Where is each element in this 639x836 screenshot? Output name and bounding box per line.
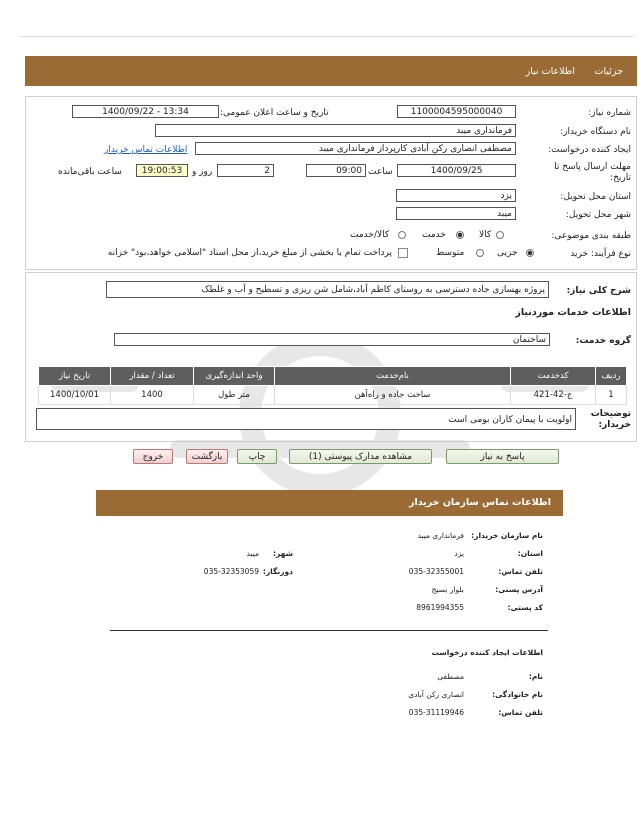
reply-button[interactable]: پاسخ به نیاز xyxy=(446,449,559,464)
top-divider xyxy=(20,36,635,37)
phone-value: 035-32355001 xyxy=(408,567,464,576)
col-qty: تعداد / مقدار xyxy=(111,367,194,386)
address-value: بلوار بسیج xyxy=(431,585,464,594)
postal-value: 8961994355 xyxy=(416,603,464,612)
col-row: ردیف xyxy=(596,367,627,386)
col-name: نام‌خدمت xyxy=(275,367,511,386)
payment-checkbox[interactable] xyxy=(398,248,408,258)
announce-label: تاریخ و ساعت اعلان عمومی: xyxy=(220,108,329,118)
contact-city-value: میبد xyxy=(246,549,259,558)
contact-province-value: یزد xyxy=(454,549,464,558)
buyer-notes-field: اولویت با پیمان کاران بومی است xyxy=(36,408,576,430)
description-field: پروژه بهسازی جاده دسترسی به روستای کاظم آباد،شامل شن ریزی و تسطیح و آب و غلطک xyxy=(106,281,549,298)
org-label: نام سازمان خریدار: xyxy=(471,531,543,540)
services-title: اطلاعات خدمات مورد‌نیاز xyxy=(515,307,631,318)
contact-header xyxy=(96,490,563,516)
fax-label: دورنگار: xyxy=(262,567,293,576)
requester-label: ایجاد کننده درخواست: xyxy=(548,145,631,155)
deadline-label: مهلت ارسال پاسخ تا تاریخ: xyxy=(554,162,631,183)
need-number-label: شماره نیاز: xyxy=(588,108,631,118)
creator-name-value: مصطفی xyxy=(437,672,464,681)
col-date: تاریخ نیاز xyxy=(39,367,111,386)
creator-family-label: نام خانوادگی: xyxy=(492,690,543,699)
type-partial-text: جزیی xyxy=(497,248,518,258)
announce-field: 1400/09/22 - 13:34 xyxy=(72,105,219,118)
category-service-text: خدمت xyxy=(422,230,446,240)
creator-family-value: انصاری رکن آبادی xyxy=(408,690,464,699)
contact-divider xyxy=(110,630,548,631)
remaining-time-field: 19:00:53 xyxy=(136,164,188,177)
fax-value: 035-32353059 xyxy=(203,567,259,576)
contact-title: اطلاعات تماس سازمان خریدار xyxy=(408,497,551,508)
cell-code: ج-42-421 xyxy=(511,386,596,405)
payment-note: پرداخت تمام یا بخشی از مبلغ خرید،از محل اسناد "اسلامی خواهد،بود" خزانه xyxy=(107,248,392,258)
cell-date: 1400/10/01 xyxy=(39,386,111,405)
attachments-button[interactable]: مشاهده مدارک پیوستی (1) xyxy=(289,449,432,464)
day-label: روز و xyxy=(192,167,213,177)
cell-unit: متر طول xyxy=(194,386,275,405)
category-service-radio[interactable] xyxy=(456,231,464,239)
col-code: کد‌خدمت xyxy=(511,367,596,386)
type-partial-radio[interactable] xyxy=(526,249,534,257)
creator-name-label: نام: xyxy=(528,672,543,681)
address-label: آدرس پستی: xyxy=(495,585,543,594)
cell-row: 1 xyxy=(596,386,627,405)
cell-name: ساخت جاده و راه‌آهن xyxy=(275,386,511,405)
creator-phone-label: تلفن تماس: xyxy=(498,708,543,717)
services-table xyxy=(38,366,627,405)
description-label: شرح کلی نیاز: xyxy=(566,286,631,296)
city-field: میبد xyxy=(396,207,516,220)
purchase-type-label: نوع فرآیند: خرید xyxy=(570,249,631,259)
deadline-date-field: 1400/09/25 xyxy=(397,164,516,177)
contact-province-label: استان: xyxy=(517,549,543,558)
print-button[interactable]: چاپ xyxy=(237,449,277,464)
tab-details[interactable]: جزئیات xyxy=(594,66,623,77)
creator-phone-value: 035-31119946 xyxy=(408,708,464,717)
cell-qty: 1400 xyxy=(111,386,194,405)
city-label: شهر محل تحویل: xyxy=(565,210,631,220)
category-goods-text: کالا xyxy=(479,230,492,240)
requester-field: مصطفی انصاری رکن آبادی کارپرداز فرمانداری میبد xyxy=(195,142,516,155)
category-goods-radio[interactable] xyxy=(496,231,504,239)
buyer-org-label: نام دستگاه خریدار: xyxy=(560,127,631,137)
page-header xyxy=(25,56,637,86)
province-field: یزد xyxy=(396,189,516,202)
category-goods-service-radio[interactable] xyxy=(398,231,406,239)
category-goods-service-text: کالا/خدمت xyxy=(350,230,390,240)
tab-need-info[interactable]: اطلاعات نیاز xyxy=(525,66,575,77)
type-medium-text: متوسط xyxy=(436,248,465,258)
buyer-notes-label: توضیحات خریدار: xyxy=(590,409,631,430)
back-button[interactable]: بازگشت xyxy=(186,449,228,464)
table-row xyxy=(39,386,627,405)
buyer-org-field: فرمانداری میبد xyxy=(155,124,516,137)
service-group-field: ساختمان xyxy=(114,333,550,346)
phone-label: تلفن تماس: xyxy=(498,567,543,576)
creator-title: اطلاعات ایجاد کننده درخواست xyxy=(431,648,543,657)
deadline-time-field: 09:00 xyxy=(306,164,366,177)
contact-city-label: شهر: xyxy=(273,549,293,558)
org-value: فرمانداری میبد xyxy=(417,531,464,540)
exit-button[interactable]: خروج xyxy=(133,449,173,464)
remaining-label: ساعت باقی‌مانده xyxy=(58,167,122,177)
need-number-field: 1100004595000040 xyxy=(397,105,516,118)
days-field: 2 xyxy=(217,164,274,177)
col-unit: واحد اندازه‌گیری xyxy=(194,367,275,386)
buyer-contact-link[interactable]: اطلاعات تماس خریدار xyxy=(104,145,188,155)
postal-label: کد پستی: xyxy=(507,603,543,612)
service-group-label: گروه خدمت: xyxy=(575,336,631,346)
time-label: ساعت xyxy=(368,167,393,177)
category-label: طبقه بندی موضوعی: xyxy=(551,231,631,241)
province-label: استان محل تحویل: xyxy=(560,192,631,202)
type-medium-radio[interactable] xyxy=(476,249,484,257)
